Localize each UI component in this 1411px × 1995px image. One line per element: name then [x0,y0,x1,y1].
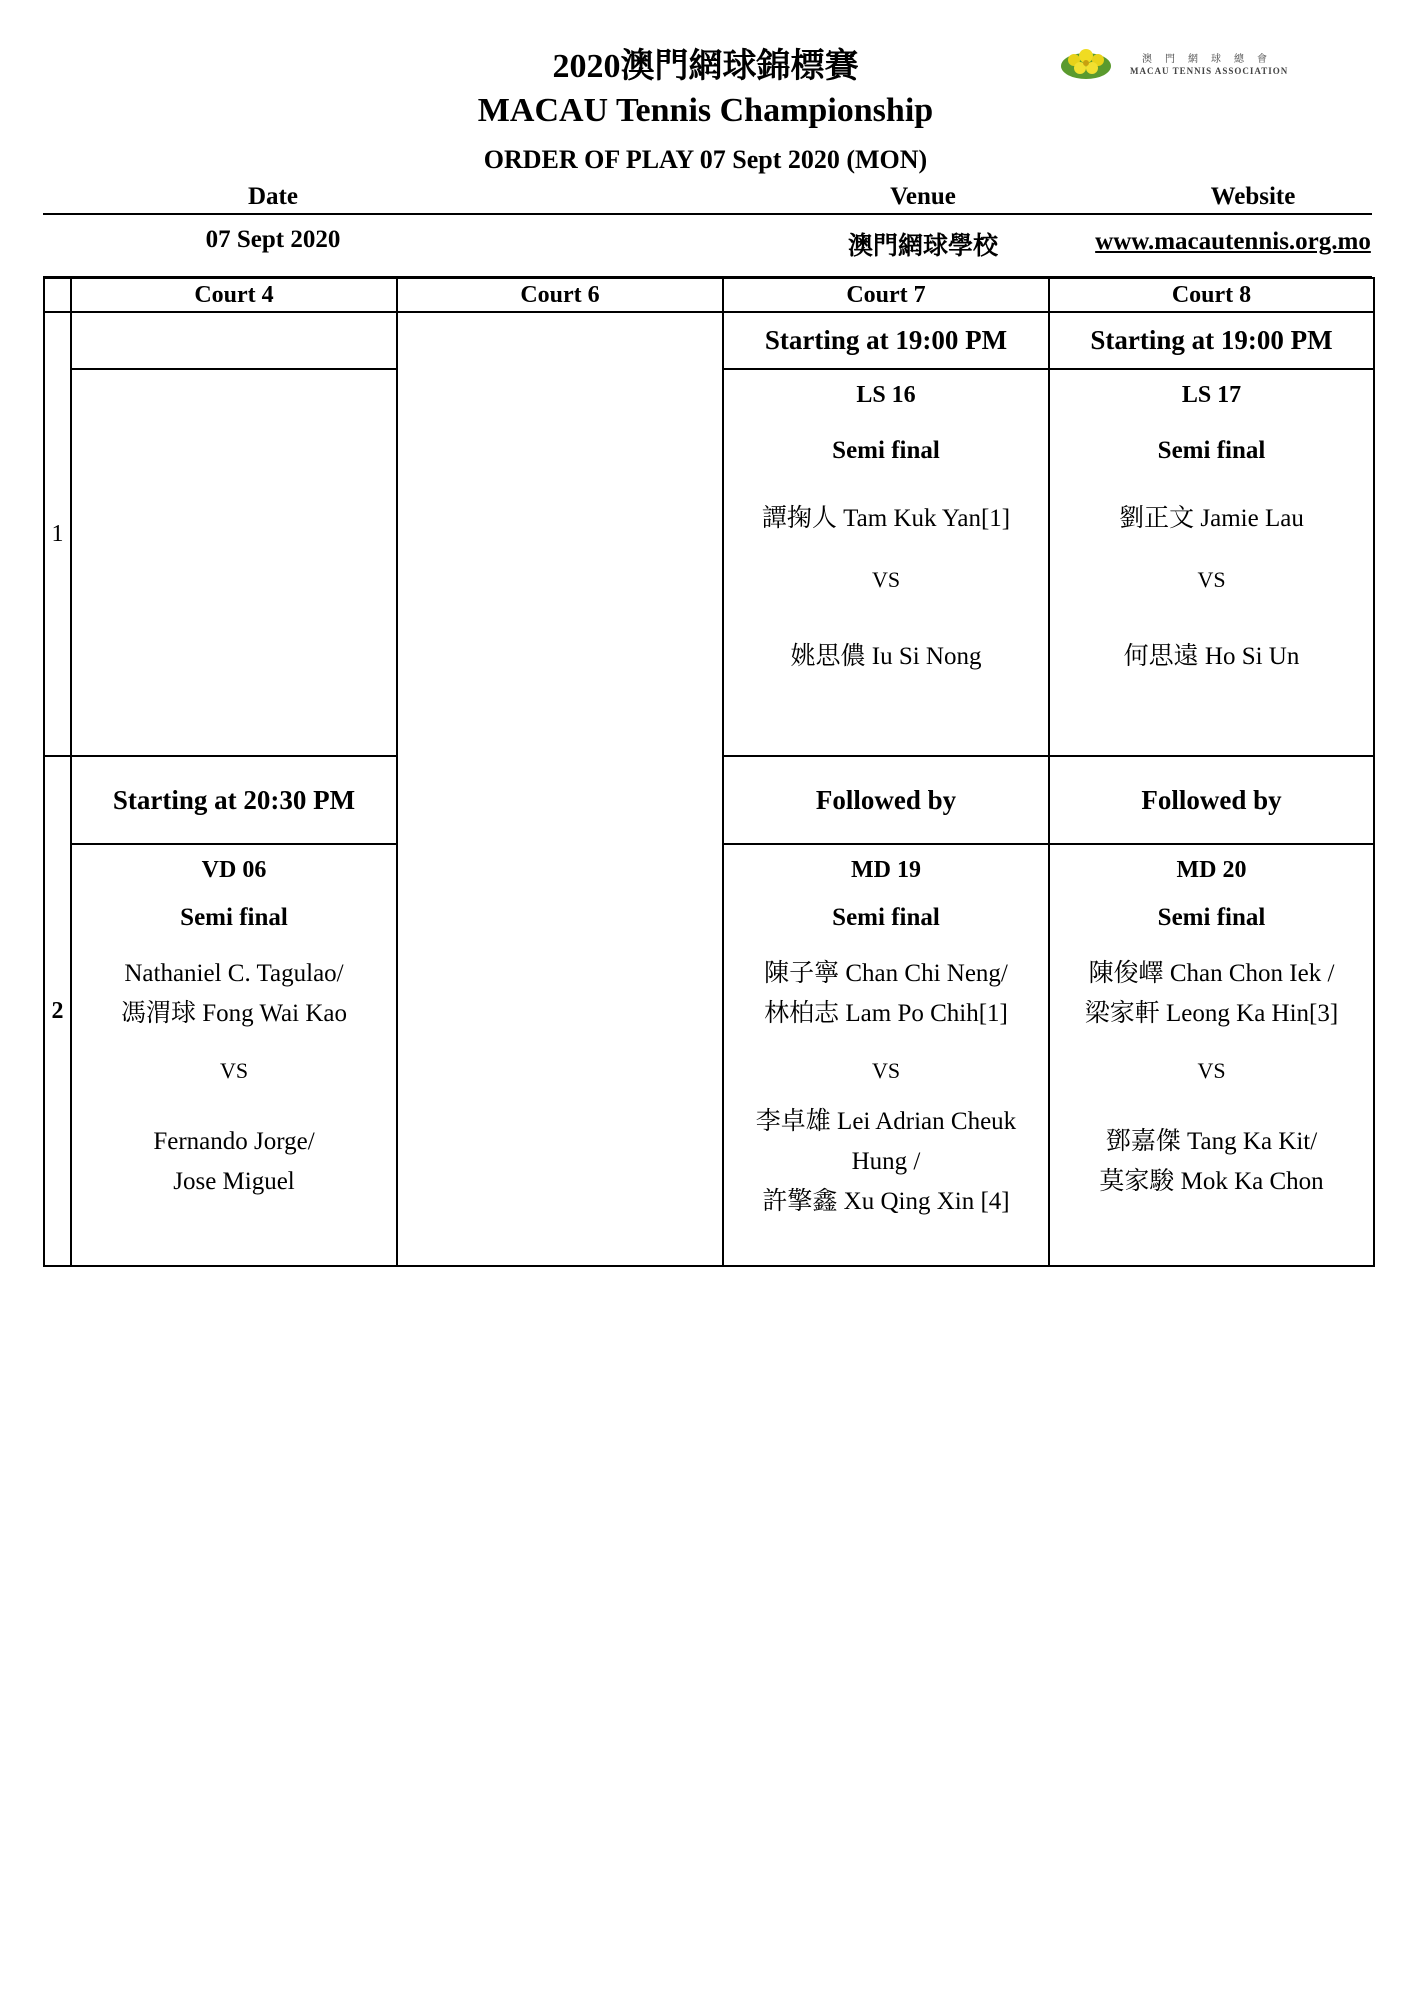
player: 李卓雄 Lei Adrian Cheuk [755,1108,1017,1135]
court-header: Court 6 [397,278,723,312]
player: 馮渭球 Fong Wai Kao [121,1000,347,1027]
start-time: Starting at 19:00 PM [1049,312,1374,369]
title-english: MACAU Tennis Championship [477,92,934,129]
player: 梁家軒 Leong Ka Hin[3] [1084,1000,1339,1027]
association-logo [1060,46,1310,86]
match-code: LS 16 [856,382,916,408]
vs-label: VS [1197,567,1226,592]
court6-empty-cell [397,312,723,1266]
date-value: 07 Sept 2020 [205,226,341,253]
court-header-row [44,278,1374,312]
start-time: Starting at 20:30 PM [71,756,397,844]
vs-label: VS [1197,1058,1226,1083]
court-header: Court 4 [71,278,397,312]
vs-label: VS [871,1058,901,1083]
title-chinese: 2020澳門網球錦標賽 [552,48,859,85]
tennis-flower-icon [1060,46,1120,82]
slot-number: 1 [44,312,71,756]
player: 何思遠 Ho Si Un [1123,643,1300,670]
player: 鄧嘉傑 Tang Ka Kit/ [1105,1128,1318,1155]
slot1-start-row [44,312,1374,369]
logo-text-english: MACAU TENNIS ASSOCIATION [1130,66,1289,76]
empty-cell [71,369,397,756]
player: 劉正文 Jamie Lau [1119,505,1304,532]
match-cell-md19 [723,844,1049,1266]
round-label: Semi final [180,904,288,931]
match-cell-ls16 [723,369,1049,756]
match-code: MD 20 [1176,857,1247,883]
info-header-row [43,183,1372,215]
player: 陳子寧 Chan Chi Neng/ [764,960,1008,987]
order-of-play-table [43,277,1375,1267]
match-cell-md20 [1049,844,1374,1266]
match-code: VD 06 [201,857,267,883]
vs-label: VS [871,567,901,592]
court-header: Court 7 [723,278,1049,312]
player: 譚掬人 Tam Kuk Yan[1] [761,505,1011,532]
followed-by: Followed by [1049,756,1374,844]
start-time: Starting at 19:00 PM [723,312,1049,369]
player: Fernando Jorge/ [153,1128,315,1155]
court-header: Court 8 [1049,278,1374,312]
round-label: Semi final [1157,437,1266,464]
player: 莫家駿 Mok Ka Chon [1099,1168,1324,1195]
followed-by: Followed by [723,756,1049,844]
vs-label: VS [219,1058,249,1083]
info-values-row [43,216,1372,279]
player: 姚思儂 Iu Si Nong [790,643,982,670]
player: 許擎鑫 Xu Qing Xin [4] [762,1188,1010,1215]
player: Hung / [851,1148,921,1175]
venue-value: 澳門網球學校 [847,233,998,260]
website-link[interactable]: www.macautennis.org.mo [1095,228,1371,255]
player: 陳俊嶧 Chan Chon Iek / [1088,960,1335,987]
round-label: Semi final [832,437,940,464]
player: Jose Miguel [173,1168,295,1195]
date-label: Date [248,183,298,210]
match-code: MD 19 [851,857,921,883]
website-label: Website [1210,183,1296,210]
empty-cell [71,312,397,369]
round-label: Semi final [1157,904,1266,931]
venue-label: Venue [890,183,956,210]
match-code: LS 17 [1181,382,1242,408]
round-label: Semi final [832,904,940,931]
match-cell-vd06 [71,844,397,1266]
player: 林柏志 Lam Po Chih[1] [764,1000,1008,1027]
logo-text-chinese: 澳門網球總會 [1142,54,1280,65]
slot-number: 2 [44,756,71,1266]
player: Nathaniel C. Tagulao/ [124,960,344,987]
order-of-play-subtitle: ORDER OF PLAY 07 Sept 2020 (MON) [483,145,928,174]
match-cell-ls17 [1049,369,1374,756]
